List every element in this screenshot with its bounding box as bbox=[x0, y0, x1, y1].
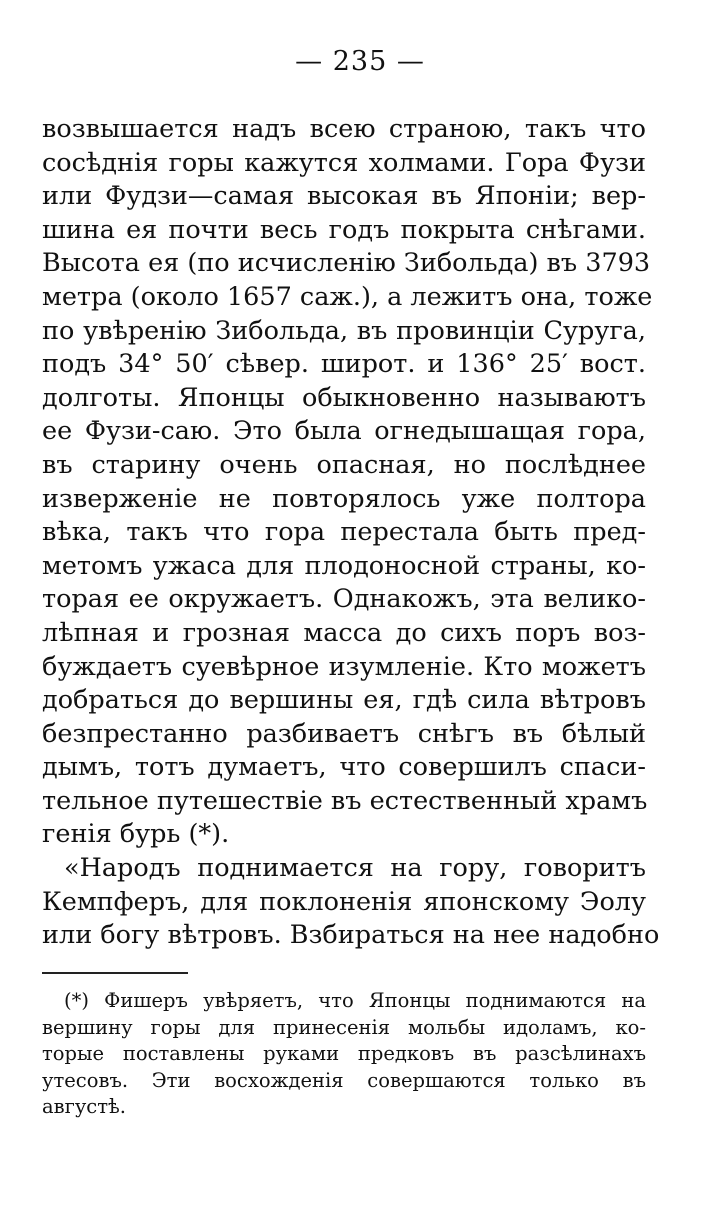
text-line: сосѣднія горы кажутся холмами. Гора Фузи bbox=[42, 147, 646, 178]
text-line: лѣпная и грозная масса до сихъ поръ воз- bbox=[42, 617, 646, 648]
footnote-line: торые поставлены руками предковъ въ разсѣлинахъ bbox=[42, 1042, 646, 1066]
text-line: по увѣренію Зибольда, въ провинціи Суруга, bbox=[42, 315, 646, 346]
paragraph-end-line: генія бурь (*). bbox=[42, 819, 230, 850]
text-line: буждаетъ суевѣрное изумленіе. Кто можетъ bbox=[42, 651, 646, 682]
main-text bbox=[42, 113, 660, 953]
paragraph-start-line: «Народъ поднимается на гору, говоритъ bbox=[64, 853, 646, 884]
text-line: въ старину очень опасная, но послѣднее bbox=[42, 449, 646, 480]
text-line: изверженіе не повторялось уже полтора bbox=[42, 483, 646, 514]
footnote bbox=[42, 988, 646, 1121]
text-line: добраться до вершины ея, гдѣ сила вѣтровъ bbox=[42, 685, 646, 716]
footnote-line: (*) Фишеръ увѣряетъ, что Японцы поднимаются на bbox=[64, 989, 646, 1012]
text-line: или богу вѣтровъ. Взбираться на нее надобно bbox=[42, 920, 660, 951]
text-line: метра (около 1657 саж.), а лежитъ она, тоже bbox=[42, 281, 653, 312]
page-number: — 235 — bbox=[295, 46, 425, 77]
footnote-line: августѣ. bbox=[42, 1095, 126, 1119]
text-line: тельное путешествіе въ естественный храмъ bbox=[42, 785, 648, 816]
text-line: или Фудзи—самая высокая въ Японіи; вер- bbox=[42, 181, 646, 212]
text-line: метомъ ужаса для плодоносной страны, ко- bbox=[42, 550, 646, 581]
text-line: торая ее окружаетъ. Однакожъ, эта велико- bbox=[42, 584, 646, 615]
footnote-divider bbox=[42, 972, 188, 974]
text-line: подъ 34° 50′ сѣвер. широт. и 136° 25′ вост. bbox=[42, 349, 646, 380]
text-line: дымъ, тотъ думаетъ, что совершилъ спаси- bbox=[42, 752, 646, 783]
text-line: Высота ея (по исчисленію Зибольда) въ 3793 bbox=[42, 248, 651, 279]
text-line: вѣка, такъ что гора перестала быть пред- bbox=[42, 517, 646, 548]
text-line: возвышается надъ всею страною, такъ что bbox=[42, 114, 646, 144]
footnote-line: утесовъ. Эти восхожденія совершаются только въ bbox=[42, 1068, 646, 1092]
text-line: безпрестанно разбиваетъ снѣгъ въ бѣлый bbox=[42, 718, 646, 749]
footnote-line: вершину горы для принесенія мольбы идоламъ, ко- bbox=[42, 1015, 646, 1039]
text-line: ее Фузи-саю. Это была огнедышащая гора, bbox=[42, 416, 646, 447]
text-line: шина ея почти весь годъ покрыта снѣгами. bbox=[42, 214, 646, 245]
text-line: долготы. Японцы обыкновенно называютъ bbox=[42, 382, 646, 413]
text-line: Кемпферъ, для поклоненія японскому Эолу bbox=[42, 886, 646, 917]
